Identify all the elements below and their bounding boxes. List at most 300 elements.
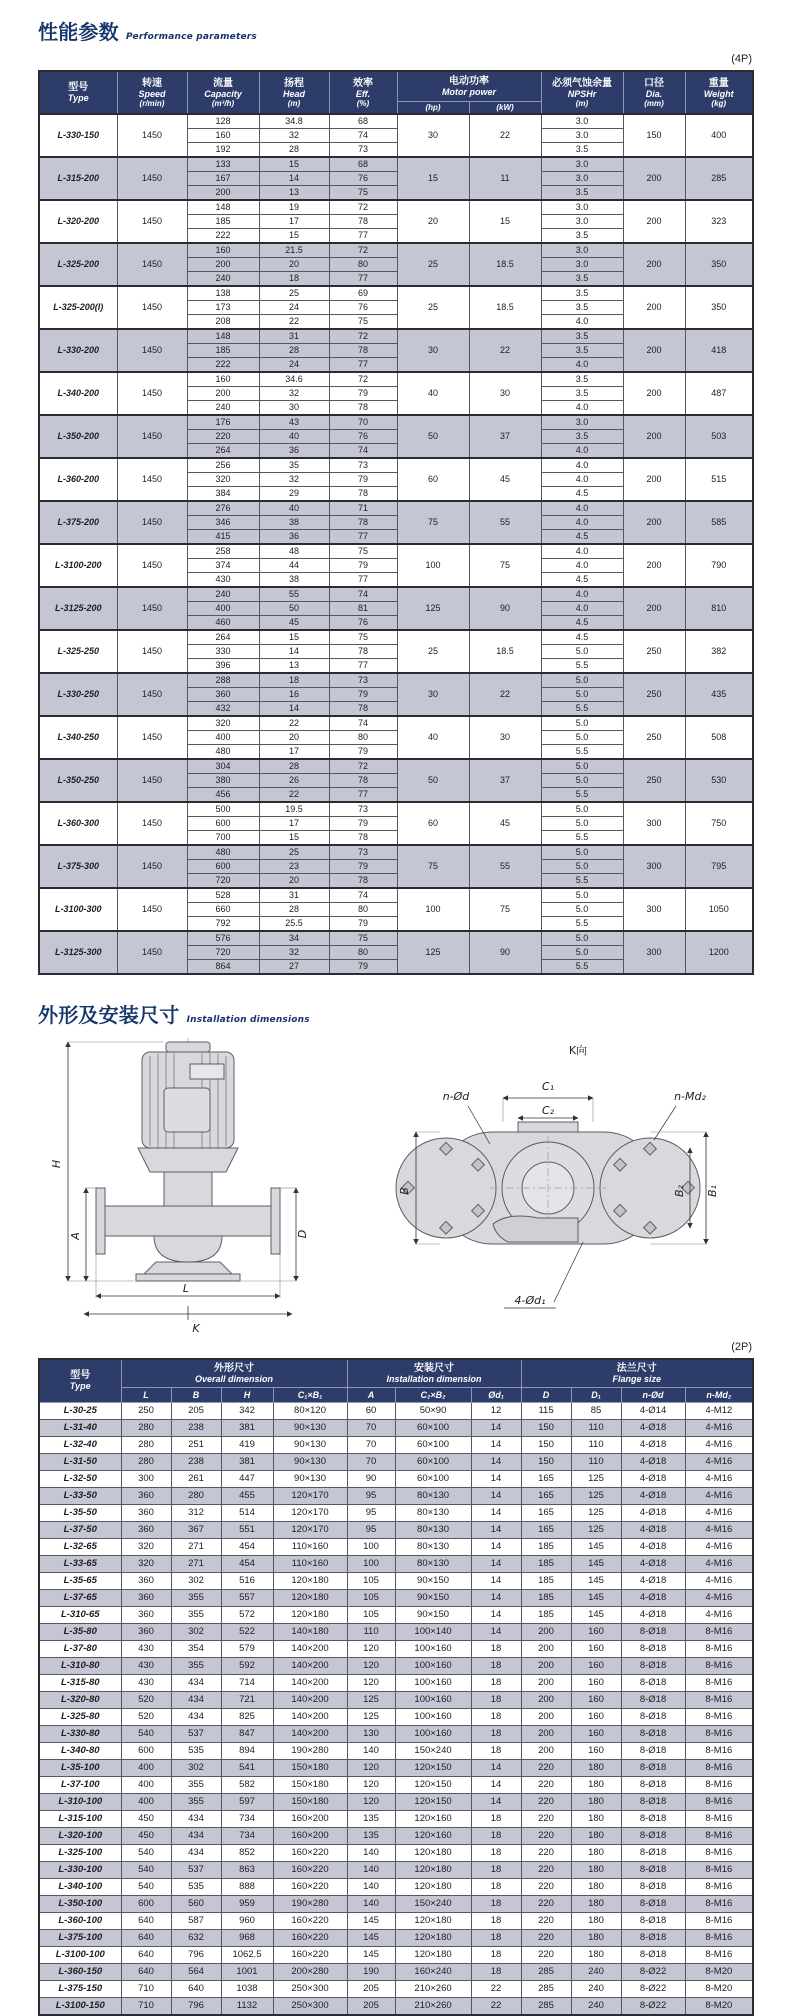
dim-row [39,1759,753,1776]
cell-l: 430 [121,1657,171,1674]
cell-capacity: 148 [187,200,259,215]
dim-label-l: L [182,1282,190,1295]
casing-rib [493,1216,578,1242]
dim-label-k: K [192,1322,200,1335]
cell-capacity: 258 [187,544,259,559]
cell-h: 1132 [221,1997,273,2015]
cell-od1: 18 [471,1657,521,1674]
cell-b: 560 [171,1895,221,1912]
cell-n-od: 8-Ø22 [621,1963,685,1980]
cell-head: 30 [259,401,329,416]
cell-eff: 79 [329,917,397,932]
cell-dia: 250 [623,630,685,673]
cell-capacity: 138 [187,286,259,301]
cell-weight: 1200 [685,931,753,974]
cell-eff: 76 [329,616,397,631]
cell-speed: 1450 [117,415,187,458]
cell-eff: 80 [329,903,397,917]
cell-l: 640 [121,1929,171,1946]
cell-type: L-31-40 [39,1419,121,1436]
perf-row [39,759,753,774]
cell-eff: 77 [329,229,397,244]
cell-weight: 790 [685,544,753,587]
col-dim-10: n-Md₂ [685,1387,753,1402]
cell-type: L-30-25 [39,1402,121,1419]
cell-c2xb2: 210×260 [395,1980,471,1997]
cell-capacity: 240 [187,587,259,602]
cell-eff: 75 [329,630,397,645]
cell-head: 38 [259,516,329,530]
dim-row [39,1861,753,1878]
cell-h: 847 [221,1725,273,1742]
cell-d1: 180 [571,1929,621,1946]
cell-type: L-325-80 [39,1708,121,1725]
cell-d1: 160 [571,1691,621,1708]
cell-npshr: 4.5 [541,487,623,502]
cell-capacity: 185 [187,344,259,358]
cell-d: 185 [521,1555,571,1572]
cell-c1xb1: 160×200 [273,1827,347,1844]
col-dim-3: C₁×B₁ [273,1387,347,1402]
cell-capacity: 220 [187,430,259,444]
cell-capacity: 380 [187,774,259,788]
cell-d: 200 [521,1674,571,1691]
cell-hp: 60 [397,458,469,501]
dim-row [39,1793,753,1810]
cell-a: 110 [347,1623,395,1640]
cell-capacity: 320 [187,473,259,487]
cell-c2xb2: 120×180 [395,1844,471,1861]
col-dim-0: L [121,1387,171,1402]
cell-type: L-320-100 [39,1827,121,1844]
cell-c1xb1: 120×170 [273,1504,347,1521]
cell-h: 825 [221,1708,273,1725]
cell-b: 302 [171,1572,221,1589]
cell-od1: 18 [471,1725,521,1742]
cell-type: L-3125-200 [39,587,117,630]
cell-weight: 530 [685,759,753,802]
cell-weight: 382 [685,630,753,673]
cell-n-md2: 8-M16 [685,1708,753,1725]
cell-npshr: 5.0 [541,888,623,903]
cell-l: 600 [121,1895,171,1912]
cell-npshr: 4.0 [541,401,623,416]
cell-type: L-340-200 [39,372,117,415]
cell-n-od: 8-Ø18 [621,1623,685,1640]
cell-h: 381 [221,1419,273,1436]
cell-b: 355 [171,1606,221,1623]
cell-capacity: 222 [187,358,259,373]
cell-capacity: 240 [187,272,259,287]
cell-npshr: 5.0 [541,845,623,860]
cell-type: L-315-80 [39,1674,121,1691]
cell-hp: 50 [397,759,469,802]
cell-npshr: 5.0 [541,860,623,874]
cell-type: L-330-100 [39,1861,121,1878]
cell-d1: 160 [571,1623,621,1640]
cell-c1xb1: 150×180 [273,1793,347,1810]
cell-eff: 75 [329,186,397,201]
cell-d1: 85 [571,1402,621,1419]
cell-type: L-315-200 [39,157,117,200]
cell-od1: 14 [471,1572,521,1589]
cell-a: 105 [347,1606,395,1623]
cell-head: 28 [259,143,329,158]
cell-head: 48 [259,544,329,559]
cell-head: 15 [259,157,329,172]
cell-capacity: 720 [187,874,259,889]
cell-weight: 350 [685,243,753,286]
cell-type: L-375-100 [39,1929,121,1946]
cell-dia: 300 [623,931,685,974]
cell-c2xb2: 80×130 [395,1555,471,1572]
cell-eff: 76 [329,430,397,444]
cell-weight: 750 [685,802,753,845]
cell-l: 360 [121,1504,171,1521]
cell-kw: 37 [469,415,541,458]
cell-h: 1038 [221,1980,273,1997]
cell-a: 95 [347,1521,395,1538]
cell-type: L-350-250 [39,759,117,802]
cell-type: L-350-100 [39,1895,121,1912]
cell-kw: 22 [469,329,541,372]
cell-c2xb2: 80×130 [395,1487,471,1504]
cell-d: 200 [521,1640,571,1657]
cell-type: L-330-250 [39,673,117,716]
dim-label-n-od: n-Ød [442,1090,470,1103]
cell-npshr: 5.0 [541,759,623,774]
dim-row [39,1453,753,1470]
cell-c2xb2: 100×160 [395,1691,471,1708]
cell-capacity: 396 [187,659,259,674]
cell-n-md2: 4-M16 [685,1521,753,1538]
dim-label-a: A [69,1232,82,1240]
cell-c1xb1: 190×280 [273,1895,347,1912]
cell-d: 200 [521,1742,571,1759]
cell-capacity: 128 [187,114,259,129]
cell-head: 20 [259,874,329,889]
cell-npshr: 3.5 [541,143,623,158]
cell-hp: 125 [397,587,469,630]
cell-a: 145 [347,1946,395,1963]
cell-od1: 14 [471,1589,521,1606]
cell-n-md2: 4-M12 [685,1402,753,1419]
cell-capacity: 167 [187,172,259,186]
col-head: 扬程 Head (m) [259,71,329,114]
cell-npshr: 3.5 [541,430,623,444]
cell-a: 90 [347,1470,395,1487]
cell-head: 24 [259,358,329,373]
cell-d1: 180 [571,1793,621,1810]
cell-n-md2: 4-M16 [685,1606,753,1623]
cell-d: 165 [521,1487,571,1504]
cell-c1xb1: 250×300 [273,1980,347,1997]
cell-npshr: 5.5 [541,917,623,932]
cell-b: 535 [171,1878,221,1895]
col-hp: (hp) [397,101,469,114]
cell-d: 200 [521,1708,571,1725]
perf-row [39,888,753,903]
cell-c1xb1: 120×170 [273,1487,347,1504]
cell-eff: 78 [329,774,397,788]
cell-n-od: 8-Ø18 [621,1844,685,1861]
performance-pole-note: (4P) [731,53,752,65]
cell-c2xb2: 80×130 [395,1521,471,1538]
cell-a: 125 [347,1691,395,1708]
cell-h: 734 [221,1827,273,1844]
cell-b: 355 [171,1776,221,1793]
cell-c1xb1: 80×120 [273,1402,347,1419]
dim-label-4od1: 4-Ød₁ [514,1294,546,1307]
cell-a: 145 [347,1912,395,1929]
cell-d1: 145 [571,1606,621,1623]
cell-l: 280 [121,1453,171,1470]
cell-kw: 15 [469,200,541,243]
cell-capacity: 456 [187,788,259,803]
cell-od1: 18 [471,1929,521,1946]
cell-weight: 508 [685,716,753,759]
cell-head: 25 [259,286,329,301]
cell-a: 95 [347,1487,395,1504]
cell-n-md2: 8-M16 [685,1861,753,1878]
cell-capacity: 200 [187,387,259,401]
cell-b: 434 [171,1810,221,1827]
cell-h: 551 [221,1521,273,1538]
cell-c2xb2: 100×160 [395,1725,471,1742]
cell-a: 100 [347,1555,395,1572]
cell-h: 1001 [221,1963,273,1980]
cell-n-od: 4-Ø18 [621,1521,685,1538]
cell-head: 34.8 [259,114,329,129]
cell-d: 185 [521,1538,571,1555]
cell-n-md2: 8-M20 [685,1963,753,1980]
cell-npshr: 5.0 [541,774,623,788]
performance-section-title [38,16,752,45]
cell-head: 32 [259,387,329,401]
cell-b: 271 [171,1555,221,1572]
cell-b: 537 [171,1725,221,1742]
cell-type: L-35-80 [39,1623,121,1640]
dim-label-d: D [296,1229,309,1239]
cell-c1xb1: 250×300 [273,1997,347,2015]
cell-c1xb1: 140×200 [273,1657,347,1674]
cell-weight: 585 [685,501,753,544]
cell-capacity: 480 [187,745,259,760]
cell-eff: 78 [329,874,397,889]
cell-n-od: 4-Ø18 [621,1606,685,1623]
cell-a: 120 [347,1759,395,1776]
cell-capacity: 185 [187,215,259,229]
cell-n-od: 4-Ø18 [621,1555,685,1572]
cell-type: L-35-100 [39,1759,121,1776]
cell-n-md2: 8-M16 [685,1895,753,1912]
dim-row [39,1623,753,1640]
dim-label-b2: B₂ [673,1185,686,1197]
cell-c2xb2: 60×100 [395,1470,471,1487]
cell-a: 120 [347,1640,395,1657]
cell-n-od: 4-Ø18 [621,1419,685,1436]
motor-nameplate [190,1064,224,1079]
dim-row [39,1640,753,1657]
cell-npshr: 5.0 [541,817,623,831]
cell-c2xb2: 100×160 [395,1708,471,1725]
cell-head: 15 [259,831,329,846]
cell-a: 105 [347,1589,395,1606]
cell-d: 165 [521,1504,571,1521]
cell-c1xb1: 140×200 [273,1725,347,1742]
cell-n-md2: 8-M16 [685,1674,753,1691]
cell-type: L-360-300 [39,802,117,845]
cell-h: 960 [221,1912,273,1929]
col-dim-type: 型号 Type [39,1359,121,1402]
cell-speed: 1450 [117,888,187,931]
cell-od1: 18 [471,1810,521,1827]
cell-npshr: 4.5 [541,616,623,631]
cell-h: 381 [221,1453,273,1470]
col-dim-6: Ød₁ [471,1387,521,1402]
cell-a: 190 [347,1963,395,1980]
cell-type: L-310-100 [39,1793,121,1810]
cell-type: L-340-80 [39,1742,121,1759]
cell-n-od: 4-Ø18 [621,1487,685,1504]
cell-eff: 74 [329,129,397,143]
cell-d: 285 [521,1963,571,1980]
cell-head: 32 [259,946,329,960]
cell-b: 312 [171,1504,221,1521]
cell-n-od: 8-Ø22 [621,1997,685,2015]
cell-c1xb1: 160×220 [273,1946,347,1963]
cell-c1xb1: 140×200 [273,1708,347,1725]
cell-npshr: 3.5 [541,229,623,244]
dim-row [39,1725,753,1742]
cell-hp: 20 [397,200,469,243]
cell-head: 26 [259,774,329,788]
cell-hp: 60 [397,802,469,845]
dim-row [39,1470,753,1487]
cell-d: 220 [521,1861,571,1878]
col-motor-power: 电动功率 Motor power [397,71,541,101]
cell-n-md2: 8-M20 [685,1997,753,2015]
cell-c2xb2: 90×150 [395,1606,471,1623]
cell-n-md2: 4-M16 [685,1470,753,1487]
cell-capacity: 430 [187,573,259,588]
cell-a: 130 [347,1725,395,1742]
cell-dia: 150 [623,114,685,157]
cell-c2xb2: 120×160 [395,1827,471,1844]
cell-head: 14 [259,172,329,186]
cell-h: 721 [221,1691,273,1708]
cell-d: 220 [521,1895,571,1912]
cell-npshr: 3.0 [541,415,623,430]
cell-capacity: 288 [187,673,259,688]
cell-l: 540 [121,1844,171,1861]
perf-row [39,716,753,731]
installation-drawing-wrap [38,1036,752,1341]
cell-l: 360 [121,1572,171,1589]
cell-capacity: 528 [187,888,259,903]
cell-dia: 250 [623,759,685,802]
cell-kw: 22 [469,114,541,157]
cell-b: 355 [171,1793,221,1810]
cell-c2xb2: 120×180 [395,1861,471,1878]
dim-label-b1: B₁ [706,1185,719,1197]
cell-l: 320 [121,1555,171,1572]
cell-type: L-315-100 [39,1810,121,1827]
cell-a: 140 [347,1742,395,1759]
cell-l: 280 [121,1419,171,1436]
cell-n-od: 8-Ø18 [621,1929,685,1946]
cell-c2xb2: 100×160 [395,1674,471,1691]
cell-a: 205 [347,1980,395,1997]
cell-head: 25.5 [259,917,329,932]
cell-d1: 240 [571,1963,621,1980]
cell-n-od: 4-Ø18 [621,1436,685,1453]
cell-b: 238 [171,1453,221,1470]
cell-eff: 79 [329,559,397,573]
cell-kw: 18.5 [469,630,541,673]
cell-npshr: 5.5 [541,960,623,975]
cell-npshr: 4.0 [541,516,623,530]
cell-capacity: 276 [187,501,259,516]
cell-npshr: 5.0 [541,716,623,731]
cell-h: 557 [221,1589,273,1606]
cell-eff: 79 [329,387,397,401]
cell-c1xb1: 160×220 [273,1912,347,1929]
cell-c2xb2: 120×150 [395,1793,471,1810]
cell-head: 28 [259,903,329,917]
view-k-label: K向 [568,1044,588,1057]
dim-row [39,1895,753,1912]
cell-d: 165 [521,1470,571,1487]
cell-l: 640 [121,1946,171,1963]
cell-eff: 72 [329,372,397,387]
cell-d1: 125 [571,1521,621,1538]
cell-n-md2: 8-M16 [685,1691,753,1708]
cell-n-od: 8-Ø18 [621,1708,685,1725]
cell-type: L-32-65 [39,1538,121,1555]
cell-type: L-340-250 [39,716,117,759]
cell-head: 35 [259,458,329,473]
cell-h: 419 [221,1436,273,1453]
cell-h: 541 [221,1759,273,1776]
cell-kw: 22 [469,673,541,716]
cell-d: 150 [521,1419,571,1436]
cell-n-md2: 8-M16 [685,1946,753,1963]
cell-capacity: 133 [187,157,259,172]
cell-l: 320 [121,1538,171,1555]
cell-n-md2: 8-M16 [685,1776,753,1793]
cell-d1: 160 [571,1742,621,1759]
cell-n-od: 4-Ø18 [621,1453,685,1470]
cell-l: 360 [121,1589,171,1606]
cell-speed: 1450 [117,587,187,630]
cell-d: 220 [521,1946,571,1963]
dimensions-table [38,1358,754,2016]
dim-row [39,1504,753,1521]
cell-d1: 145 [571,1589,621,1606]
col-dim-2: H [221,1387,273,1402]
cell-npshr: 3.0 [541,258,623,272]
cell-capacity: 240 [187,401,259,416]
cell-od1: 18 [471,1946,521,1963]
cell-dia: 200 [623,286,685,329]
cell-npshr: 5.5 [541,745,623,760]
perf-row [39,802,753,817]
cell-h: 597 [221,1793,273,1810]
cell-hp: 100 [397,888,469,931]
cell-head: 28 [259,344,329,358]
cell-c2xb2: 60×100 [395,1419,471,1436]
